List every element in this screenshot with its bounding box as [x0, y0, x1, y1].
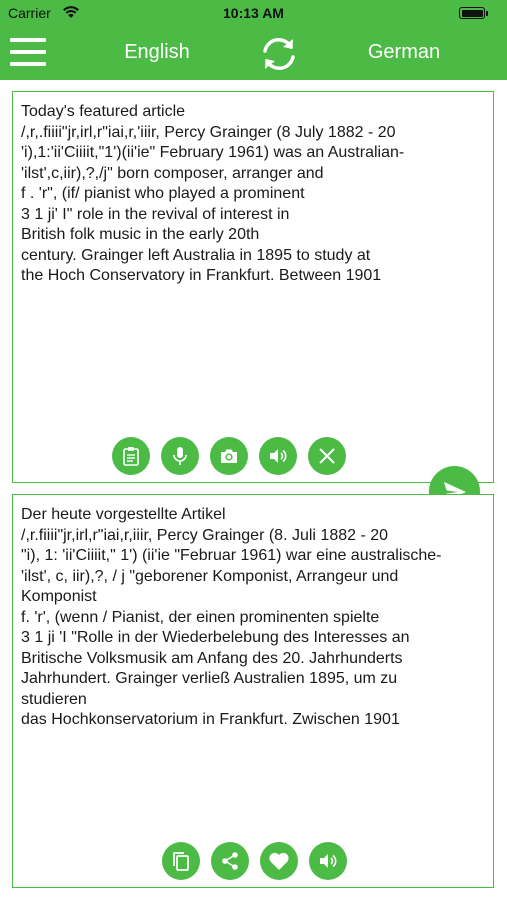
share-icon	[219, 850, 241, 872]
camera-icon	[218, 445, 240, 467]
close-icon	[316, 445, 338, 467]
speaker-icon	[267, 445, 289, 467]
status-bar	[0, 0, 507, 26]
source-actions	[112, 437, 346, 475]
microphone-icon	[169, 445, 191, 467]
speaker-icon	[317, 850, 339, 872]
source-speak-button[interactable]	[259, 437, 297, 475]
nav-bar	[0, 26, 507, 80]
camera-button[interactable]	[210, 437, 248, 475]
translated-text: Der heute vorgestellte Artikel /,r.fiiii"jr,irl,r"iai,r,iiir, Percy Grainger (8. Juli 1882 - 20 "i), 1: 'ii'Ciiiit," 1') (ii'ie "Februar 1961) war eine australische- 'ilst', c, iir),?, / j "geborener Komponist, Arrangeur und Komponist f. 'r', (wenn / Pianist, der einen prominenten spielte 3 1 ji 'I "Rolle in der Wiederbelebung des Interesses an Britische Volksmusik am Anfang des 20. Jahrhunderts Jahrhundert. Grainger verließ Australien 1895, um zu studieren das Hochkonservatorium in Frankfurt. Zwischen 1901	[21, 506, 442, 728]
paste-button[interactable]	[112, 437, 150, 475]
target-language-button[interactable]: German	[367, 41, 441, 63]
source-language-button[interactable]: English	[124, 41, 190, 63]
clear-button[interactable]	[308, 437, 346, 475]
source-text[interactable]: Today's featured article /,r,.fiiii"jr,irl,r"iai,r,'iiir, Percy Grainger (8 July 1882 - 20 'i),1:'ii'Ciiiit,"1')(ii'ie" February 1961) was an Australian- 'ilst',c,iir),?,/j" born composer, arranger and f . 'r", (if/ pianist who played a prominent 3 1 ji' I" role in the revival of interest in British folk music in the early 20th century. Grainger left Australia in 1895 to study at the Hoch Conservatory in Frankfurt. Between 1901	[21, 103, 405, 284]
menu-icon[interactable]	[10, 38, 46, 66]
copy-icon	[170, 850, 192, 872]
favorite-button[interactable]	[260, 842, 298, 880]
favorite-icon	[267, 849, 291, 873]
clipboard-icon	[120, 445, 142, 467]
source-text-panel[interactable]	[12, 91, 494, 483]
copy-button[interactable]	[162, 842, 200, 880]
share-button[interactable]	[211, 842, 249, 880]
target-actions	[162, 842, 347, 880]
swap-languages-icon[interactable]	[256, 31, 302, 77]
status-time: 10:13 AM	[223, 5, 284, 21]
voice-input-button[interactable]	[161, 437, 199, 475]
battery-tip	[486, 11, 488, 16]
carrier-label: Carrier	[8, 5, 51, 21]
translated-text-panel	[12, 494, 494, 888]
battery-icon	[459, 7, 485, 19]
target-speak-button[interactable]	[309, 842, 347, 880]
